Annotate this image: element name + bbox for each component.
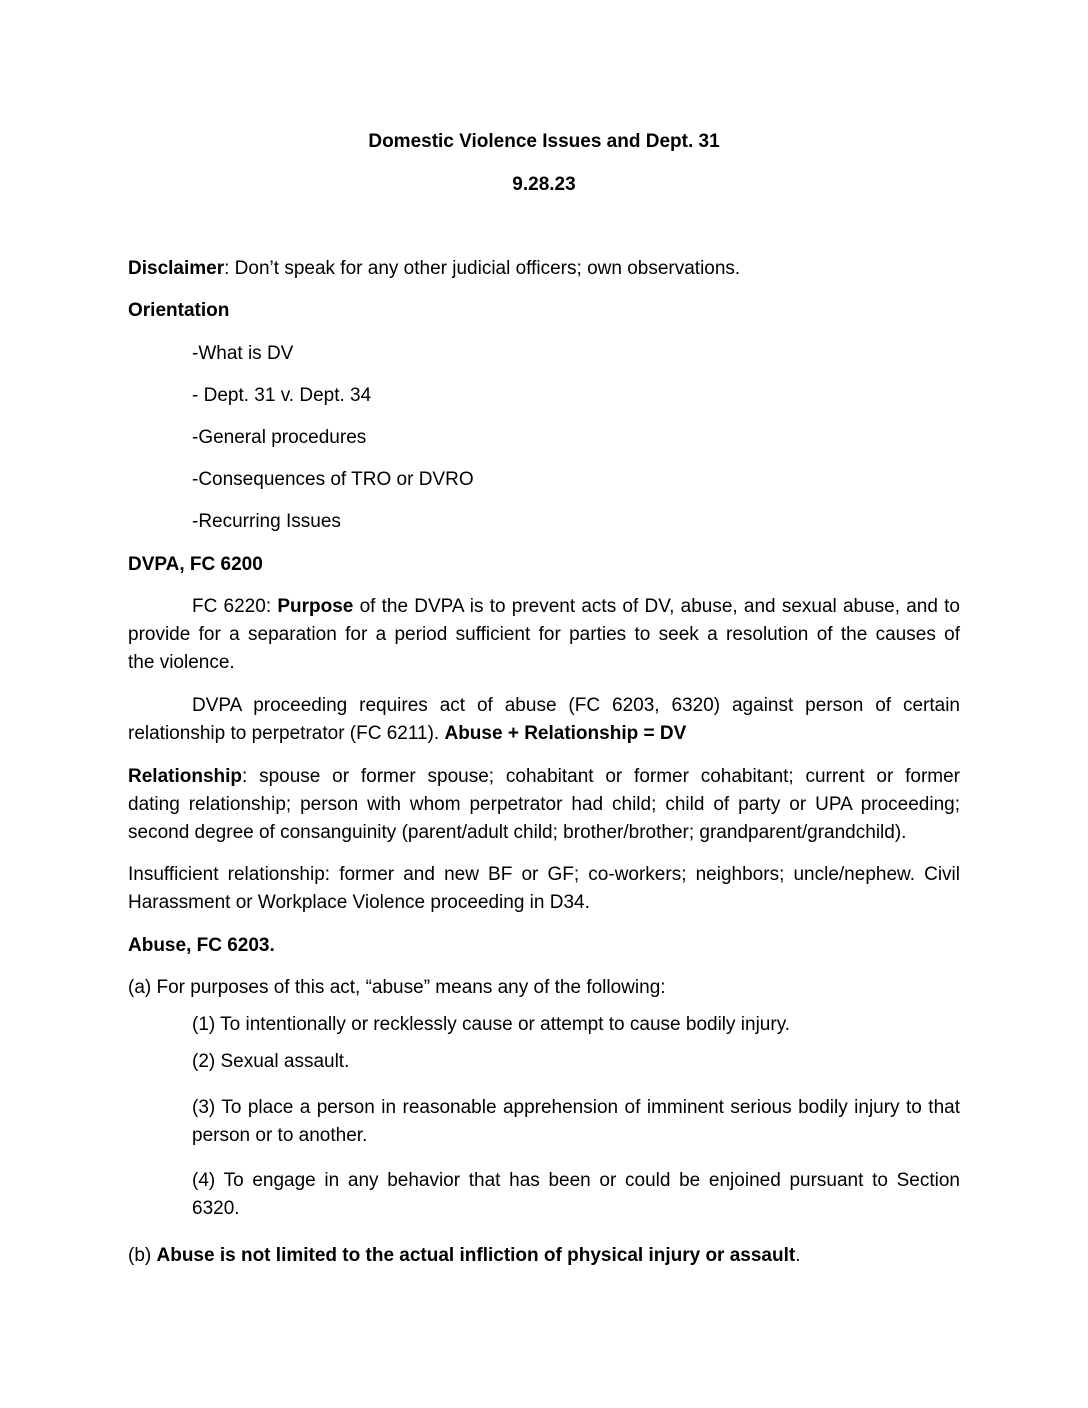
abuse-b-bold: Abuse is not limited to the actual infliction of physical injury or assault — [156, 1245, 796, 1266]
orientation-item: -Recurring Issues — [192, 511, 341, 532]
orientation-item: -Consequences of TRO or DVRO — [192, 469, 474, 490]
abuse-item-2: (2) Sexual assault. — [192, 1051, 350, 1072]
purpose-line-3: the violence. — [128, 652, 235, 673]
orientation-heading: Orientation — [128, 300, 230, 321]
disclaimer-text: : Don’t speak for any other judicial officers; own observations. — [224, 258, 741, 279]
purpose-line-2: provide for a separation for a period sufficient for parties to seek a resolution of the causes of — [128, 624, 960, 645]
document-title: Domestic Violence Issues and Dept. 31 — [368, 131, 720, 152]
abuse-item-4-line-2: 6320. — [192, 1198, 240, 1219]
abuse-item-3-line-1: (3) To place a person in reasonable apprehension of imminent serious bodily injury to that — [192, 1097, 960, 1118]
relationship-line-1 — [128, 765, 960, 789]
orientation-item: - Dept. 31 v. Dept. 34 — [192, 385, 372, 406]
insufficient-line-2: Harassment or Workplace Violence proceeding in D34. — [128, 892, 590, 913]
abuse-b-suffix: . — [795, 1245, 801, 1266]
document-date: 9.28.23 — [512, 174, 576, 195]
dvpa-heading: DVPA, FC 6200 — [128, 554, 263, 575]
abuse-item-1: (1) To intentionally or recklessly cause or attempt to cause bodily injury. — [192, 1014, 791, 1035]
relationship-label: Relationship — [128, 766, 243, 787]
abuse-intro: (a) For purposes of this act, “abuse” means any of the following: — [128, 977, 666, 998]
relationship-line-2: dating relationship; person with whom perpetrator had child; child of party or UPA proceeding; — [128, 794, 960, 815]
proceeding-line-2 — [128, 722, 686, 746]
orientation-item: -What is DV — [192, 343, 294, 364]
relationship-line-3: second degree of consanguinity (parent/adult child; brother/brother; grandparent/grandchild). — [128, 822, 907, 843]
purpose-bold: Purpose — [277, 596, 354, 617]
purpose-line1-rest: of the DVPA is to prevent acts of DV, abuse, and sexual abuse, and to — [353, 596, 960, 617]
insufficient-line-1: Insufficient relationship: former and new BF or GF; co-workers; neighbors; uncle/nephew. Civil — [128, 864, 960, 885]
abuse-b-line — [128, 1244, 801, 1268]
relationship-line1-rest: : spouse or former spouse; cohabitant or former cohabitant; current or former — [242, 766, 960, 787]
abuse-item-3-line-2: person or to another. — [192, 1125, 368, 1146]
disclaimer-line — [128, 257, 740, 281]
purpose-prefix: FC 6220: — [192, 596, 278, 617]
orientation-item: -General procedures — [192, 427, 367, 448]
purpose-line-1 — [192, 595, 960, 619]
proceeding-line-1: DVPA proceeding requires act of abuse (FC 6203, 6320) against person of certain — [192, 695, 960, 716]
proceeding-equation: Abuse + Relationship = DV — [444, 723, 687, 744]
disclaimer-label: Disclaimer — [128, 258, 225, 279]
abuse-item-4-line-1: (4) To engage in any behavior that has been or could be enjoined pursuant to Section — [192, 1170, 960, 1191]
abuse-b-prefix: (b) — [128, 1245, 157, 1266]
proceeding-text: relationship to perpetrator (FC 6211). — [128, 723, 445, 744]
abuse-heading: Abuse, FC 6203. — [128, 935, 275, 956]
